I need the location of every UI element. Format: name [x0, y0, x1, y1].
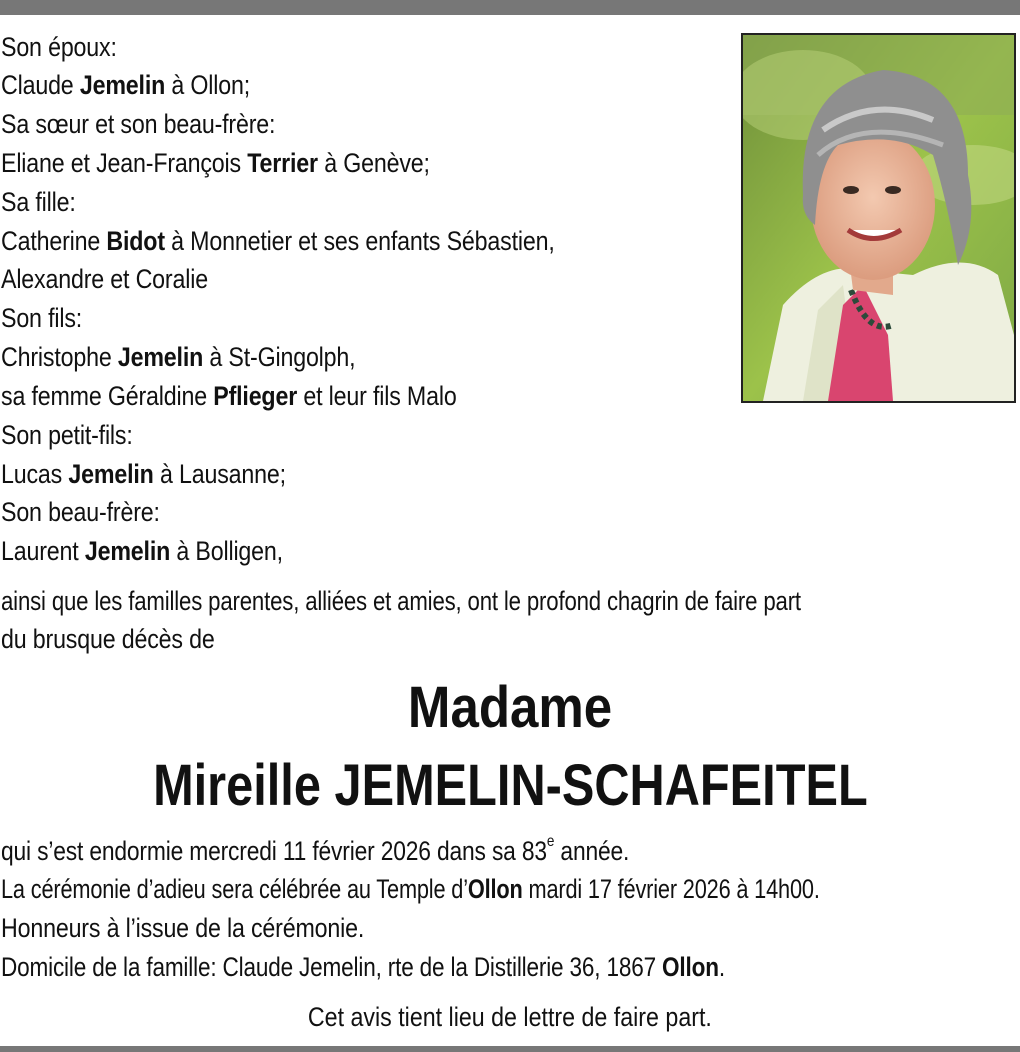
family-line-9: Christophe Jemelin à St-Gingolph,: [1, 342, 356, 372]
details-line-4: Domicile de la famille: Claude Jemelin, rte de la Distillerie 36, 1867 Ollon.: [1, 952, 725, 982]
family-line-5: Sa fille:: [1, 187, 76, 217]
family-line-12: Lucas Jemelin à Lausanne;: [1, 459, 286, 489]
family-line-7: Alexandre et Coralie: [1, 264, 208, 294]
intro-line-2: du brusque décès de: [1, 624, 215, 654]
portrait-image: [743, 35, 1014, 401]
details-line-1: qui s’est endormie mercredi 11 février 2026 dans sa 83e année.: [1, 833, 630, 866]
family-line-4: Eliane et Jean-François Terrier à Genève;: [1, 148, 430, 178]
family-line-11: Son petit-fils:: [1, 420, 133, 450]
family-line-6: Catherine Bidot à Monnetier et ses enfants Sébastien,: [1, 226, 555, 256]
details-line-3: Honneurs à l’issue de la cérémonie.: [1, 913, 365, 943]
family-line-2: Claude Jemelin à Ollon;: [1, 70, 251, 100]
bottom-rule: [0, 1046, 1020, 1052]
family-line-8: Son fils:: [1, 303, 83, 333]
portrait-photo: [741, 33, 1016, 403]
family-line-13: Son beau-frère:: [1, 497, 160, 527]
deceased-name: Mireille JEMELIN-SCHAFEITEL: [152, 753, 868, 818]
ordinal-superscript: e: [546, 833, 555, 850]
top-rule: [0, 0, 1020, 15]
footer-note: Cet avis tient lieu de lettre de faire part.: [308, 1002, 712, 1032]
deceased-title: Madame: [407, 675, 613, 740]
family-line-3: Sa sœur et son beau-frère:: [1, 109, 276, 139]
family-line-10: sa femme Géraldine Pflieger et leur fils Malo: [1, 381, 457, 411]
family-line-1: Son époux:: [1, 32, 117, 62]
family-line-14: Laurent Jemelin à Bolligen,: [1, 536, 283, 566]
details-line-2: La cérémonie d’adieu sera célébrée au Temple d’Ollon mardi 17 février 2026 à 14h00.: [1, 874, 820, 904]
intro-line-1: ainsi que les familles parentes, alliées et amies, ont le profond chagrin de faire part: [1, 586, 801, 616]
